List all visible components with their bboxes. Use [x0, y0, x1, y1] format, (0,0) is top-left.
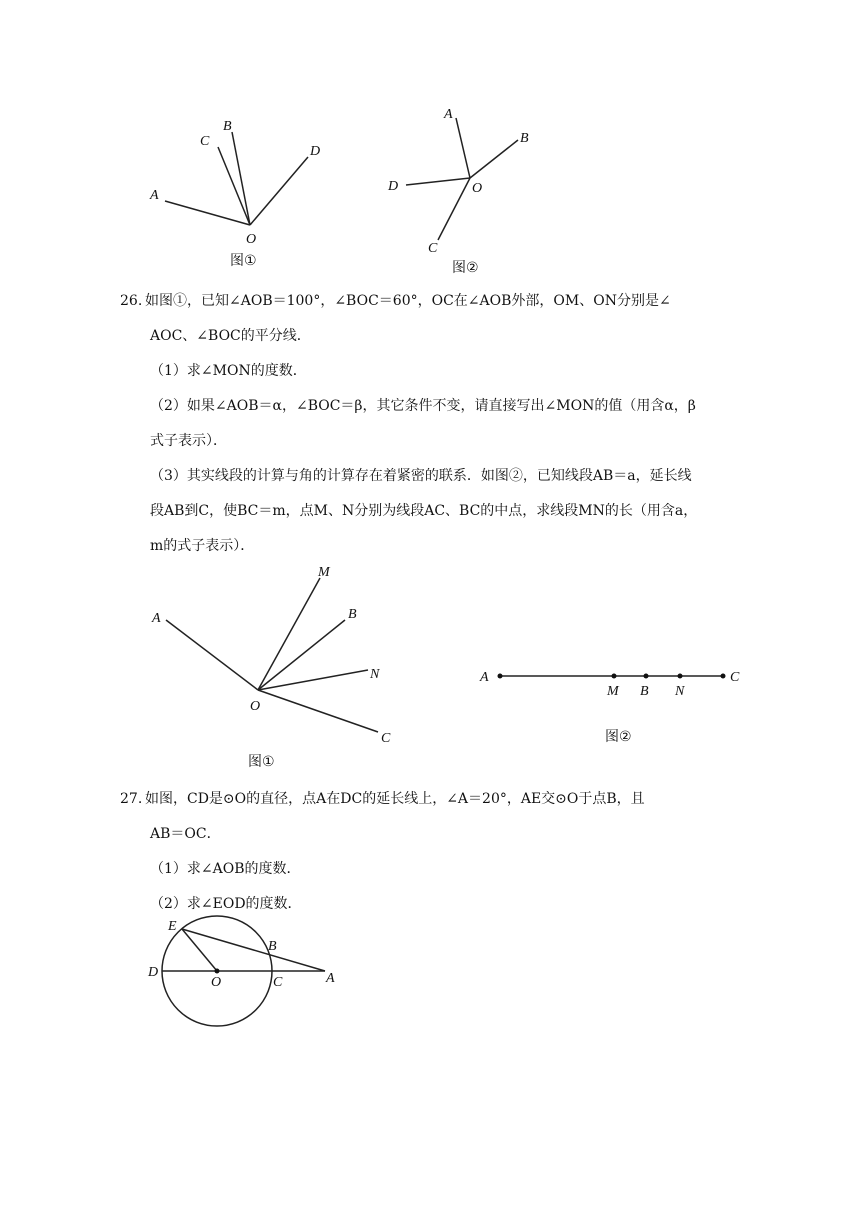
label-c: C	[273, 975, 283, 990]
label-o: O	[211, 975, 222, 990]
label-n: N	[675, 684, 685, 699]
label-m: M	[607, 684, 619, 699]
q26-part-2a: （2）如果∠AOB＝α，∠BOC＝β，其它条件不变，请直接写出∠MON的值（用含α，β	[150, 398, 696, 414]
q26-line-1: 如图①，已知∠AOB＝100°，∠BOC＝60°，OC在∠AOB外部，OM、ON分别是∠	[145, 293, 671, 309]
top-figure-2	[380, 100, 550, 280]
q26-part-3c: m的式子表示）．	[150, 538, 255, 554]
q26-part-2b: 式子表示）．	[150, 433, 227, 449]
label-b: B	[348, 607, 357, 622]
label-b: B	[268, 939, 277, 954]
label-e: E	[168, 919, 177, 934]
label-o: O	[250, 699, 261, 714]
q26-figure-1	[140, 560, 420, 775]
label-m: M	[318, 565, 330, 580]
figure-caption: 图①	[230, 253, 257, 269]
label-n: N	[370, 667, 380, 682]
q27-line-2: AB＝OC．	[150, 826, 221, 842]
label-d: D	[310, 144, 321, 159]
label-a: A	[480, 670, 489, 685]
question-number-26: 26.	[120, 293, 143, 309]
label-d: D	[148, 965, 159, 980]
question-number-27: 27.	[120, 791, 143, 807]
q27-part-2: （2）求∠EOD的度数．	[150, 896, 302, 912]
label-b: B	[223, 119, 232, 134]
label-c: C	[428, 241, 438, 256]
label-a: A	[152, 611, 161, 626]
q27-line-1: 如图，CD是⊙O的直径，点A在DC的延长线上，∠A＝20°，AE交⊙O于点B，且	[145, 791, 645, 807]
q26-part-3b: 段AB到C，使BC＝m，点M、N分别为线段AC、BC的中点，求线段MN的长（用含a，	[150, 503, 698, 519]
q27-figure	[140, 910, 350, 1035]
label-c: C	[200, 134, 210, 149]
label-o: O	[246, 232, 257, 247]
label-a: A	[150, 188, 159, 203]
label-d: D	[388, 179, 399, 194]
figure-caption: 图②	[605, 729, 632, 745]
label-b: B	[520, 131, 529, 146]
label-a: A	[326, 971, 335, 986]
top-figure-1	[140, 105, 340, 275]
q26-figure-2	[470, 655, 760, 755]
q26-part-1: （1）求∠MON的度数．	[150, 363, 307, 379]
label-o: O	[472, 181, 483, 196]
figure-caption: 图②	[452, 260, 479, 276]
label-b: B	[640, 684, 649, 699]
q26-line-2: AOC、∠BOC的平分线．	[150, 328, 311, 344]
q27-part-1: （1）求∠AOB的度数．	[150, 861, 301, 877]
label-c: C	[730, 670, 740, 685]
label-c: C	[381, 731, 391, 746]
figure-caption: 图①	[248, 754, 275, 770]
q26-part-3a: （3）其实线段的计算与角的计算存在着紧密的联系．如图②，已知线段AB＝a，延长线	[150, 468, 692, 484]
label-a: A	[444, 107, 453, 122]
